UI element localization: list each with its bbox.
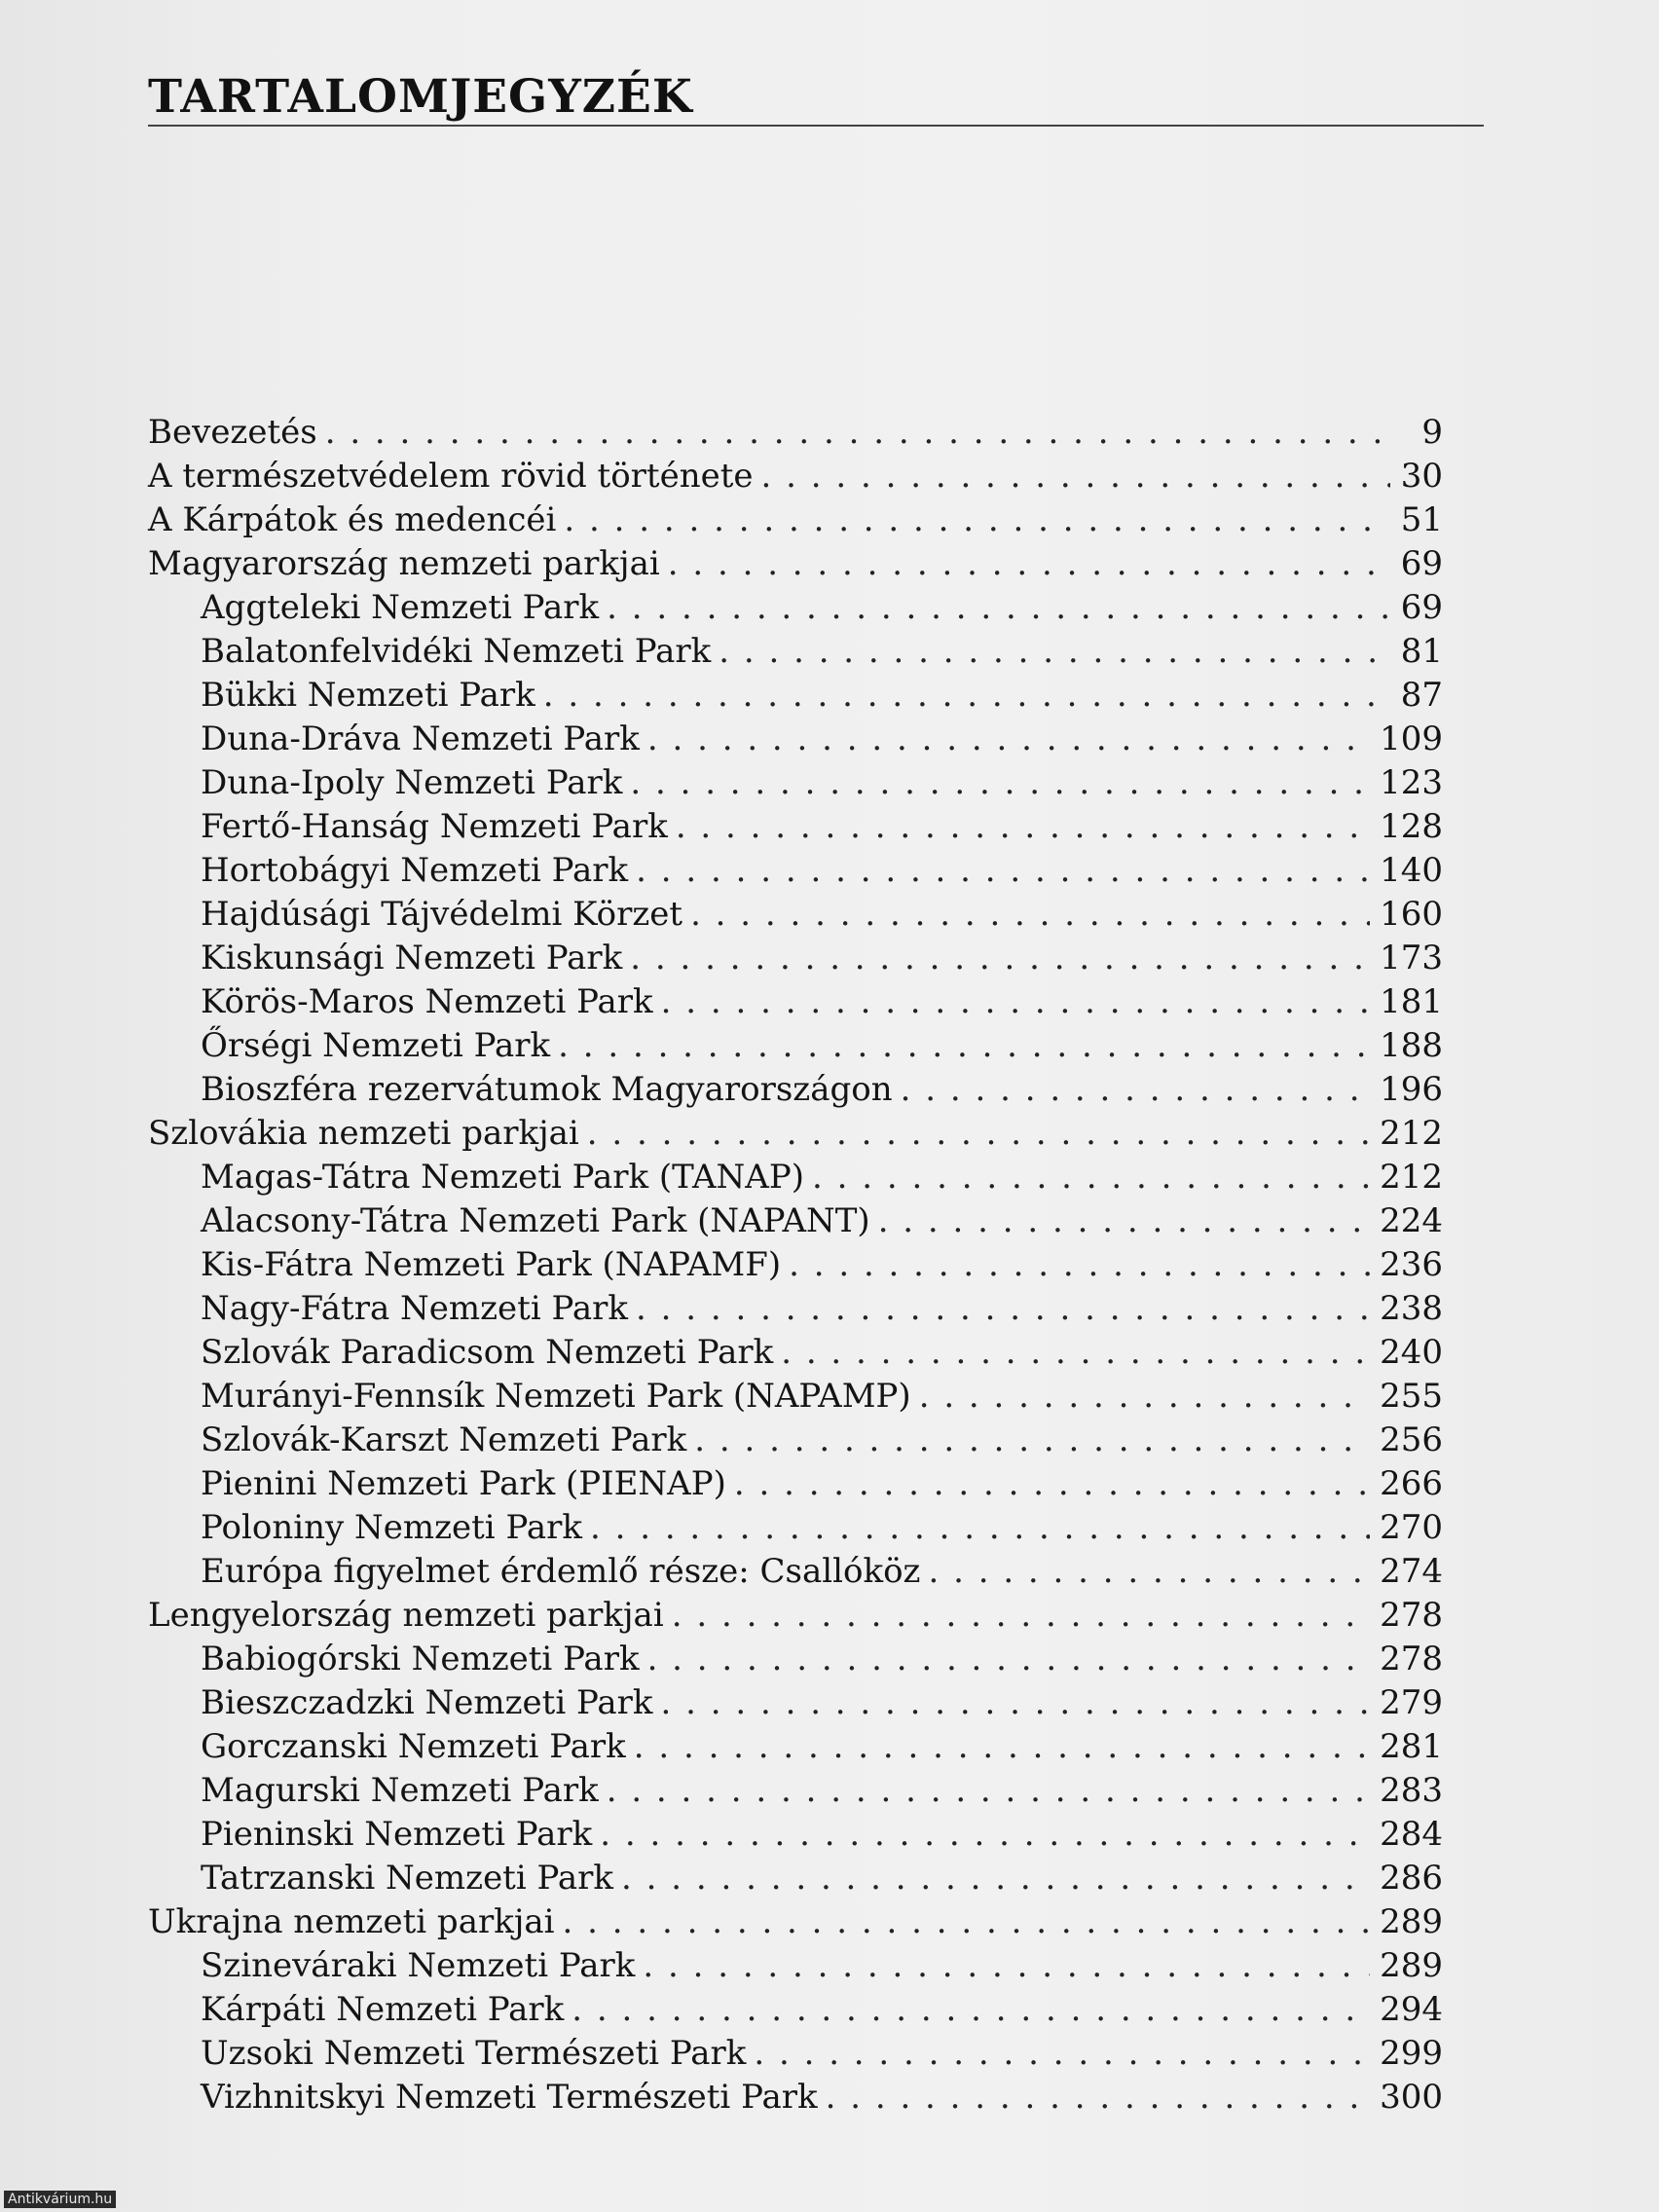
toc-page-number: 188 [1380, 1026, 1443, 1065]
toc-subentry [148, 1857, 1443, 1900]
toc-subentry [148, 1243, 1443, 1287]
toc-entry-label: Szlovákia nemzeti parkjai [148, 1114, 579, 1153]
toc-page-number: 279 [1380, 1683, 1443, 1722]
toc-entry-label: A természetvédelem rövid története [148, 457, 754, 496]
toc-page-number: 123 [1380, 763, 1443, 802]
dot-leader [928, 1550, 1370, 1594]
dot-leader [630, 761, 1370, 805]
dot-leader [761, 455, 1390, 498]
dot-leader [781, 1331, 1370, 1375]
toc-entry-label: Hortobágyi Nemzeti Park [201, 851, 629, 890]
toc-page-number: 173 [1380, 939, 1443, 977]
toc-subentry [148, 1944, 1443, 1988]
dot-leader [690, 893, 1370, 937]
dot-leader [672, 1594, 1370, 1638]
toc-page-number: 281 [1380, 1727, 1443, 1766]
toc-entry-label: Poloniny Nemzeti Park [201, 1508, 582, 1547]
dot-leader [719, 630, 1390, 674]
toc-page-number: 196 [1380, 1070, 1443, 1109]
toc-subentry [148, 2076, 1443, 2120]
toc-page-number: 299 [1380, 2034, 1443, 2073]
toc-entry-label: Vizhnitskyi Nemzeti Természeti Park [201, 2078, 818, 2117]
dot-leader [878, 1199, 1370, 1243]
toc-page-number: 160 [1380, 895, 1443, 934]
toc-subentry [148, 586, 1443, 630]
toc-entry-label: Kis-Fátra Nemzeti Park (NAPAMF) [201, 1245, 782, 1284]
dot-leader [694, 1419, 1370, 1462]
toc-entry-label: Tatrzanski Nemzeti Park [201, 1859, 614, 1898]
toc-subentry [148, 1068, 1443, 1112]
toc-entry-label: Gorczanski Nemzeti Park [201, 1727, 626, 1766]
toc-page-number: 69 [1400, 588, 1443, 627]
toc-page-number: 51 [1400, 500, 1443, 539]
toc-entry-label: Magas-Tátra Nemzeti Park (TANAP) [201, 1158, 805, 1197]
toc-page-number: 256 [1380, 1420, 1443, 1459]
toc-entry-label: Kiskunsági Nemzeti Park [201, 939, 623, 977]
dot-leader [636, 1287, 1370, 1331]
toc-subentry [148, 2032, 1443, 2076]
toc-page-number: 283 [1380, 1771, 1443, 1810]
toc-entry-label: Balatonfelvidéki Nemzeti Park [201, 632, 712, 671]
dot-leader [607, 586, 1390, 630]
toc-entry-label: Szineváraki Nemzeti Park [201, 1946, 636, 1985]
toc-subentry [148, 1725, 1443, 1769]
dot-leader [325, 411, 1390, 455]
toc-subentry [148, 1681, 1443, 1725]
toc-entry [148, 1594, 1443, 1638]
toc-subentry [148, 1638, 1443, 1681]
toc-page-number: 87 [1400, 676, 1443, 715]
toc-subentry [148, 937, 1443, 980]
dot-leader [634, 1725, 1370, 1769]
dot-leader [587, 1112, 1370, 1156]
toc-entry-label: Babiogórski Nemzeti Park [201, 1640, 640, 1678]
toc-page-number: 30 [1400, 457, 1443, 496]
toc-page-number: 274 [1380, 1552, 1443, 1591]
toc-subentry [148, 805, 1443, 849]
toc-entry-label: Uzsoki Nemzeti Természeti Park [201, 2034, 747, 2073]
toc-page-number: 278 [1380, 1640, 1443, 1678]
dot-leader [630, 937, 1370, 980]
toc-subentry [148, 849, 1443, 893]
watermark-badge: Antikvárium.hu [4, 2191, 116, 2208]
dot-leader [668, 542, 1390, 586]
toc-entry [148, 1112, 1443, 1156]
toc-entry [148, 498, 1443, 542]
toc-subentry [148, 1813, 1443, 1857]
toc-page-number: 240 [1380, 1333, 1443, 1372]
toc-page-number: 284 [1380, 1815, 1443, 1854]
dot-leader [734, 1462, 1370, 1506]
toc-entry-label: Bieszczadzki Nemzeti Park [201, 1683, 653, 1722]
toc-entry-label: Lengyelország nemzeti parkjai [148, 1596, 664, 1635]
dot-leader [563, 1900, 1371, 1944]
toc-subentry [148, 1419, 1443, 1462]
toc-page-number: 9 [1421, 413, 1443, 452]
dot-leader [754, 2032, 1370, 2076]
title-underline [148, 125, 1484, 127]
dot-leader [676, 805, 1370, 849]
toc-subentry [148, 1287, 1443, 1331]
dot-leader [812, 1156, 1370, 1199]
toc-page-number: 81 [1400, 632, 1443, 671]
toc-entry-label: Pieninski Nemzeti Park [201, 1815, 593, 1854]
toc-page-number: 224 [1380, 1201, 1443, 1240]
dot-leader [607, 1769, 1370, 1813]
toc-entry-label: Murányi-Fennsík Nemzeti Park (NAPAMP) [201, 1377, 911, 1416]
toc-entry-label: Bioszféra rezervátumok Magyarországon [201, 1070, 893, 1109]
toc-page-number: 128 [1380, 807, 1443, 846]
dot-leader [789, 1243, 1370, 1287]
toc-entry-label: Bevezetés [148, 413, 317, 452]
dot-leader [558, 1024, 1370, 1068]
toc-subentry [148, 1550, 1443, 1594]
toc-page-number: 212 [1380, 1114, 1443, 1153]
toc-entry-label: Európa figyelmet érdemlő része: Csallóköz [201, 1552, 921, 1591]
dot-leader [661, 1681, 1371, 1725]
dot-leader [564, 498, 1390, 542]
toc-entry-label: Magyarország nemzeti parkjai [148, 544, 660, 583]
toc-entry-label: Hajdúsági Tájvédelmi Körzet [201, 895, 683, 934]
toc-entry-label: Szlovák Paradicsom Nemzeti Park [201, 1333, 774, 1372]
dot-leader [826, 2076, 1371, 2120]
toc-subentry [148, 1156, 1443, 1199]
toc-page-number: 236 [1380, 1245, 1443, 1284]
toc-page-number: 286 [1380, 1859, 1443, 1898]
dot-leader [643, 1944, 1370, 1988]
toc-page-number: 255 [1380, 1377, 1443, 1416]
dot-leader [647, 718, 1370, 761]
toc-subentry [148, 1024, 1443, 1068]
toc-page-number: 140 [1380, 851, 1443, 890]
toc-page-number: 238 [1380, 1289, 1443, 1328]
toc-entry-label: Magurski Nemzeti Park [201, 1771, 599, 1810]
toc-subentry [148, 674, 1443, 718]
toc-entry-label: Szlovák-Karszt Nemzeti Park [201, 1420, 687, 1459]
toc-subentry [148, 761, 1443, 805]
toc-page-number: 289 [1380, 1946, 1443, 1985]
toc-subentry [148, 630, 1443, 674]
toc-entry [148, 1900, 1443, 1944]
toc-entry-label: Aggteleki Nemzeti Park [201, 588, 600, 627]
toc-subentry [148, 980, 1443, 1024]
toc-entry [148, 542, 1443, 586]
toc-entry-label: Körös-Maros Nemzeti Park [201, 982, 653, 1021]
toc-page-number: 109 [1380, 719, 1443, 758]
toc-page-number: 294 [1380, 1990, 1443, 2029]
dot-leader [661, 980, 1370, 1024]
toc-subentry [148, 1375, 1443, 1419]
toc-page-number: 266 [1380, 1464, 1443, 1503]
toc-subentry [148, 1506, 1443, 1550]
toc-entry-label: Duna-Dráva Nemzeti Park [201, 719, 640, 758]
toc-subentry [148, 1462, 1443, 1506]
toc-entry-label: Pienini Nemzeti Park (PIENAP) [201, 1464, 726, 1503]
toc-entry-label: Fertő-Hanság Nemzeti Park [201, 807, 668, 846]
dot-leader [621, 1857, 1370, 1900]
table-of-contents [148, 411, 1443, 2120]
toc-subentry [148, 1769, 1443, 1813]
toc-entry-label: Ukrajna nemzeti parkjai [148, 1902, 555, 1941]
toc-subentry [148, 1199, 1443, 1243]
dot-leader [647, 1638, 1371, 1681]
toc-entry-label: Bükki Nemzeti Park [201, 676, 535, 715]
dot-leader [600, 1813, 1370, 1857]
dot-leader [636, 849, 1370, 893]
toc-entry-label: A Kárpátok és medencéi [148, 500, 557, 539]
dot-leader [590, 1506, 1370, 1550]
toc-entry-label: Őrségi Nemzeti Park [201, 1026, 551, 1065]
toc-page-number: 278 [1380, 1596, 1443, 1635]
dot-leader [901, 1068, 1370, 1112]
dot-leader [919, 1375, 1370, 1419]
toc-subentry [148, 1331, 1443, 1375]
toc-page-number: 181 [1380, 982, 1443, 1021]
toc-page-number: 270 [1380, 1508, 1443, 1547]
toc-entry [148, 455, 1443, 498]
toc-page-number: 289 [1380, 1902, 1443, 1941]
toc-page-number: 300 [1380, 2078, 1443, 2117]
page-title: TARTALOMJEGYZÉK [148, 70, 693, 124]
toc-page-number: 212 [1380, 1158, 1443, 1197]
toc-subentry [148, 1988, 1443, 2032]
toc-entry [148, 411, 1443, 455]
toc-subentry [148, 718, 1443, 761]
toc-subentry [148, 893, 1443, 937]
toc-entry-label: Alacsony-Tátra Nemzeti Park (NAPANT) [201, 1201, 870, 1240]
dot-leader [571, 1988, 1370, 2032]
toc-page-number: 69 [1400, 544, 1443, 583]
toc-entry-label: Duna-Ipoly Nemzeti Park [201, 763, 623, 802]
toc-entry-label: Kárpáti Nemzeti Park [201, 1990, 565, 2029]
dot-leader [543, 674, 1390, 718]
toc-entry-label: Nagy-Fátra Nemzeti Park [201, 1289, 628, 1328]
